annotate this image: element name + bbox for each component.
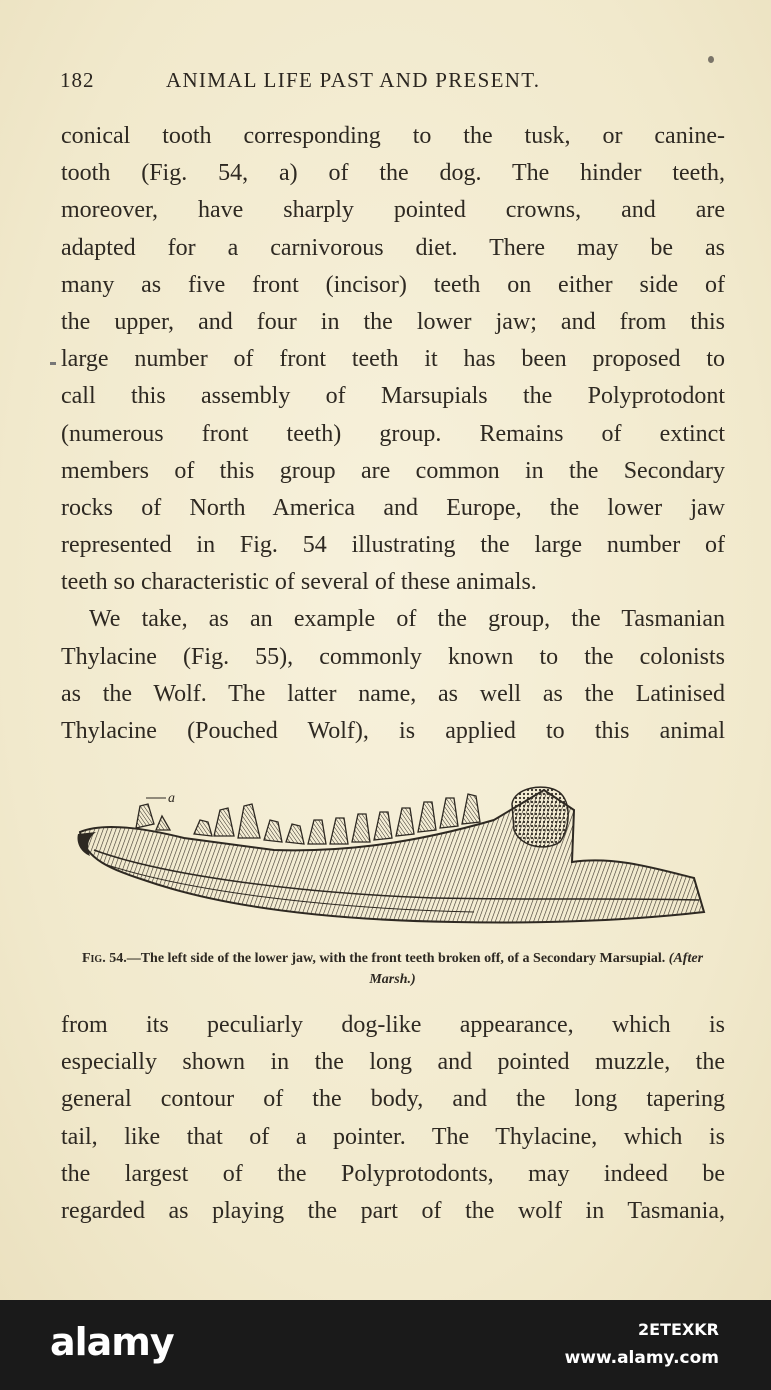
- text-line: adapted for a carnivorous diet. There may be as: [61, 234, 725, 261]
- text-line: as the Wolf. The latter name, as well as the Latinised: [61, 680, 725, 707]
- alamy-logo: alamy: [50, 1320, 174, 1364]
- jaw-condyle: [512, 787, 568, 847]
- text-line: Thylacine (Fig. 55), commonly known to the colonists: [61, 643, 725, 670]
- text-line: tail, like that of a pointer. The Thylacine, which is: [61, 1123, 725, 1150]
- text-line: Thylacine (Pouched Wolf), is applied to this animal: [61, 718, 725, 744]
- text-line: general contour of the body, and the long tapering: [61, 1086, 725, 1113]
- caption-label: Fig. 54.: [81, 951, 127, 966]
- running-title: ANIMAL LIFE PAST AND PRESENT.: [166, 68, 541, 92]
- text-line: represented in Fig. 54 illustrating the large number of: [61, 532, 725, 559]
- text-line: conical tooth corresponding to the tusk, or canine-: [61, 123, 725, 149]
- body-text-bottom: [61, 1007, 725, 1230]
- text-line: large number of front teeth it has been proposed to: [61, 346, 725, 373]
- figure-label-a: a: [168, 791, 175, 806]
- watermark-bar: [0, 1300, 771, 1390]
- text-line: from its peculiarly dog-like appearance, which is: [61, 1012, 725, 1038]
- text-line: the upper, and four in the lower jaw; and from this: [61, 308, 725, 335]
- text-line: rocks of North America and Europe, the lower jaw: [61, 494, 725, 521]
- text-line: regarded as playing the part of the wolf in Tasmania,: [61, 1197, 725, 1224]
- text-line: tooth (Fig. 54, a) of the dog. The hinder teeth,: [61, 160, 725, 187]
- site-url: www.alamy.com: [564, 1348, 719, 1368]
- jaw-body: [80, 790, 704, 923]
- margin-mark: [50, 362, 56, 365]
- text-line: especially shown in the long and pointed muzzle, the: [61, 1049, 725, 1076]
- figure-54-jaw: [74, 780, 714, 930]
- body-text-top: [61, 118, 725, 750]
- text-line: many as five front (incisor) teeth on either side of: [61, 271, 725, 298]
- running-header: [60, 68, 725, 98]
- figure-caption: [60, 948, 725, 990]
- page-number: 182: [60, 68, 95, 92]
- text-line: call this assembly of Marsupials the Polyprotodont: [61, 383, 725, 410]
- text-line: (numerous front teeth) group. Remains of extinct: [61, 420, 725, 447]
- ink-spot: [708, 56, 714, 63]
- text-line: teeth so characteristic of several of these animals.: [61, 569, 537, 596]
- caption-text: —The left side of the lower jaw, with the front teeth broken off, of a Secondary Marsupial.: [126, 951, 666, 966]
- text-line: moreover, have sharply pointed crowns, and are: [61, 197, 725, 224]
- text-line: the largest of the Polyprotodonts, may indeed be: [61, 1160, 725, 1187]
- image-id: 2ETEXKR: [638, 1320, 719, 1339]
- text-line: members of this group are common in the Secondary: [61, 457, 725, 484]
- caption-credit: (After Marsh.): [369, 951, 704, 987]
- text-line: We take, as an example of the group, the Tasmanian: [89, 606, 725, 633]
